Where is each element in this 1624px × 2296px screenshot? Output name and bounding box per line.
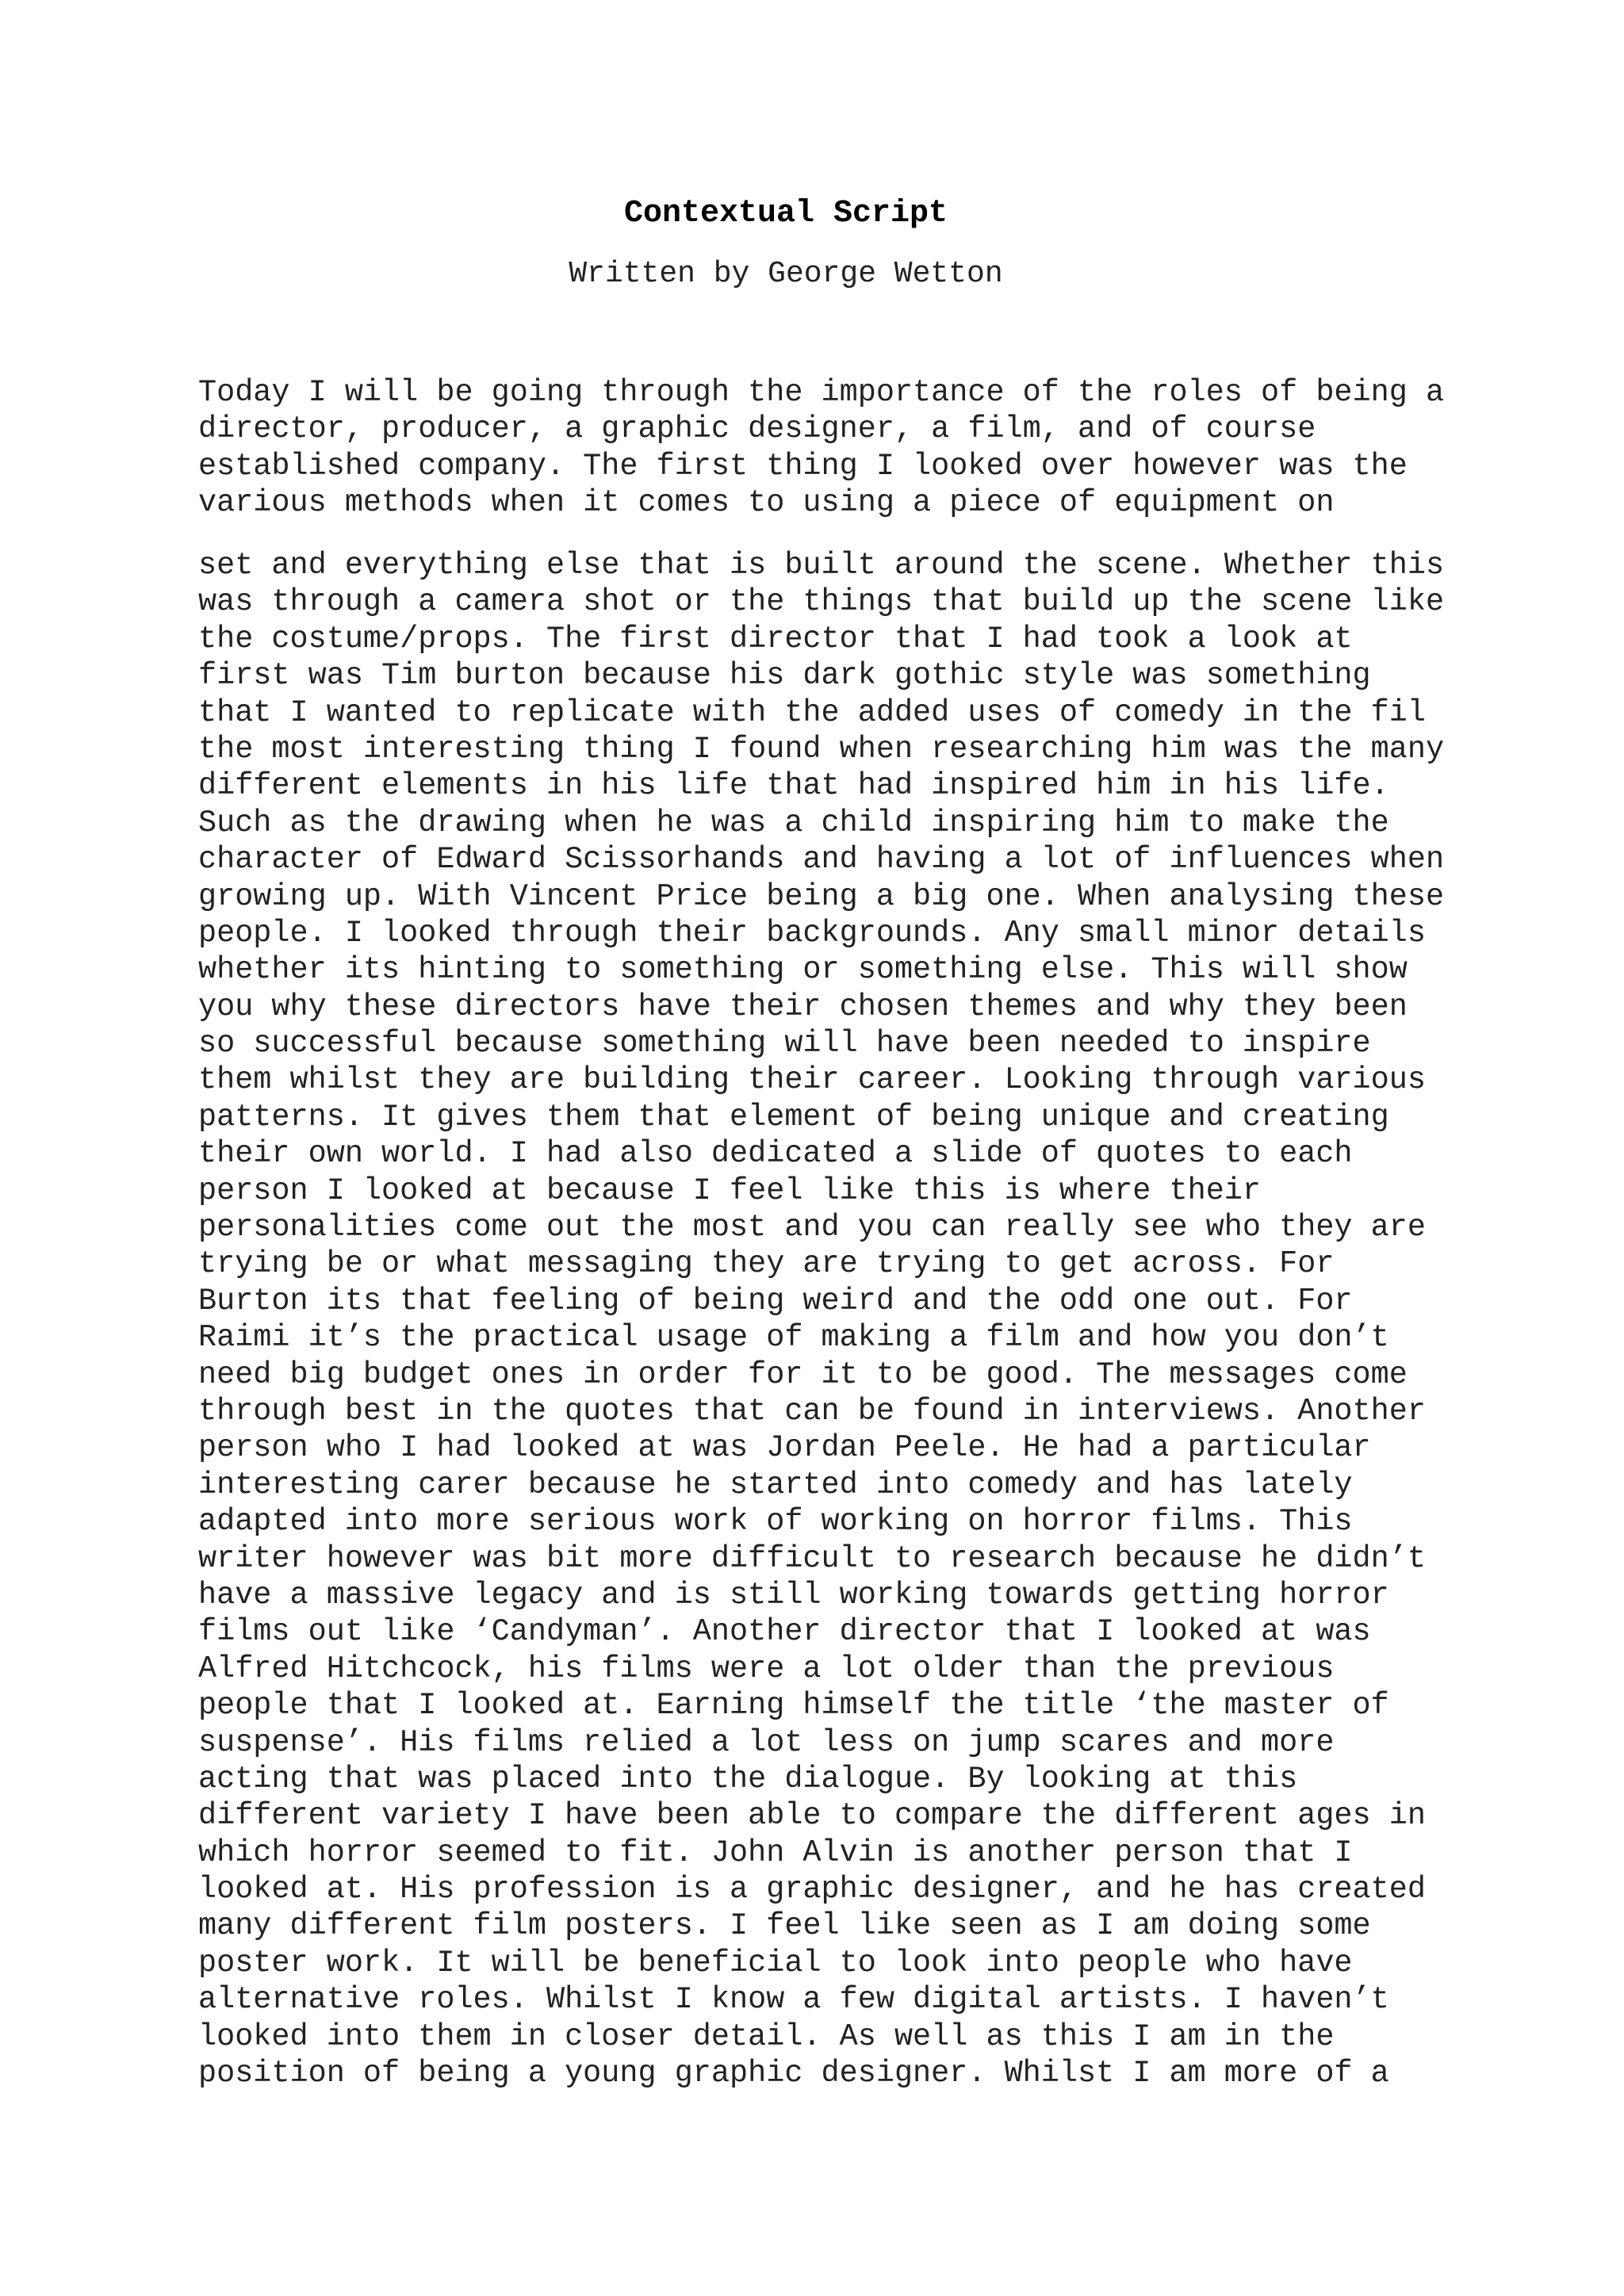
- document-title: Contextual Script: [623, 196, 948, 232]
- text-line: different elements in his life that had inspired him in his life.: [198, 768, 1389, 804]
- text-line: so successful because something will have been needed to inspire: [198, 1026, 1371, 1062]
- text-line: which horror seemed to fit. John Alvin is another person that I: [198, 1835, 1353, 1870]
- text-line: established company. The first thing I looked over however was the: [198, 448, 1408, 484]
- paragraph-body: [198, 547, 1444, 2091]
- text-line: poster work. It will be beneficial to look into people who have: [198, 1945, 1353, 1980]
- text-line: set and everything else that is built around the scene. Whether this: [198, 548, 1445, 583]
- text-line: acting that was placed into the dialogue. By looking at this: [198, 1761, 1298, 1797]
- text-line: looked into them in closer detail. As well as this I am in the: [198, 2019, 1335, 2054]
- text-line: alternative roles. Whilst I know a few digital artists. I haven’t: [198, 1982, 1389, 2018]
- paragraph-intro: [198, 374, 1444, 522]
- text-line: them whilst they are building their career. Looking through various: [198, 1062, 1426, 1098]
- text-line: need big budget ones in order for it to be good. The messages come: [198, 1357, 1408, 1392]
- text-line: adapted into more serious work of working on horror films. This: [198, 1504, 1353, 1540]
- document-byline: Written by George Wetton: [569, 257, 1003, 291]
- text-line: character of Edward Scissorhands and having a lot of influences when: [198, 842, 1445, 878]
- text-line: you why these directors have their chosen themes and why they been: [198, 989, 1408, 1024]
- text-line: director, producer, a graphic designer, a film, and of course: [198, 411, 1316, 447]
- text-line: the costume/props. The first director that I had took a look at: [198, 621, 1353, 656]
- text-line: people. I looked through their backgrounds. Any small minor details: [198, 915, 1426, 951]
- text-line: person who I had looked at was Jordan Peele. He had a particular: [198, 1430, 1371, 1466]
- text-line: person I looked at because I feel like this is where their: [198, 1173, 1262, 1208]
- text-line: looked at. His profession is a graphic designer, and he has created: [198, 1872, 1426, 1908]
- text-line: have a massive legacy and is still working towards getting horror: [198, 1577, 1389, 1613]
- text-line: suspense’. His films relied a lot less on jump scares and more: [198, 1724, 1335, 1760]
- text-line: films out like ‘Candyman’. Another director that I looked at was: [198, 1614, 1371, 1650]
- text-line: various methods when it comes to using a piece of equipment on: [198, 485, 1335, 521]
- text-line: trying be or what messaging they are trying to get across. For: [198, 1246, 1335, 1282]
- text-line: writer however was bit more difficult to research because he didn’t: [198, 1540, 1426, 1576]
- text-line: patterns. It gives them that element of being unique and creating: [198, 1099, 1389, 1135]
- text-line: whether its hinting to something or something else. This will show: [198, 952, 1408, 988]
- text-line: many different film posters. I feel like seen as I am doing some: [198, 1908, 1371, 1944]
- text-line: interesting carer because he started into comedy and has lately: [198, 1467, 1353, 1502]
- text-line: their own world. I had also dedicated a slide of quotes to each: [198, 1136, 1353, 1172]
- text-line: through best in the quotes that can be found in interviews. Another: [198, 1393, 1426, 1429]
- text-line: position of being a young graphic designer. Whilst I am more of a: [198, 2056, 1389, 2091]
- text-line: Raimi it’s the practical usage of making a film and how you don’t: [198, 1320, 1389, 1356]
- text-line: personalities come out the most and you can really see who they are: [198, 1210, 1426, 1246]
- text-line: people that I looked at. Earning himself the title ‘the master of: [198, 1688, 1389, 1724]
- text-line: different variety I have been able to compare the different ages in: [198, 1798, 1426, 1834]
- text-line: that I wanted to replicate with the added uses of comedy in the fil: [198, 695, 1426, 730]
- text-line: Burton its that feeling of being weird and the odd one out. For: [198, 1283, 1353, 1318]
- text-line: first was Tim burton because his dark gothic style was something: [198, 658, 1371, 694]
- text-line: was through a camera shot or the things that build up the scene like: [198, 584, 1445, 620]
- text-line: Such as the drawing when he was a child inspiring him to make the: [198, 805, 1389, 840]
- text-line: the most interesting thing I found when researching him was the many: [198, 731, 1445, 767]
- text-line: Alfred Hitchcock, his films were a lot older than the previous: [198, 1651, 1335, 1686]
- text-line: growing up. With Vincent Price being a big one. When analysing these: [198, 878, 1445, 914]
- text-line: Today I will be going through the importance of the roles of being a: [198, 375, 1445, 410]
